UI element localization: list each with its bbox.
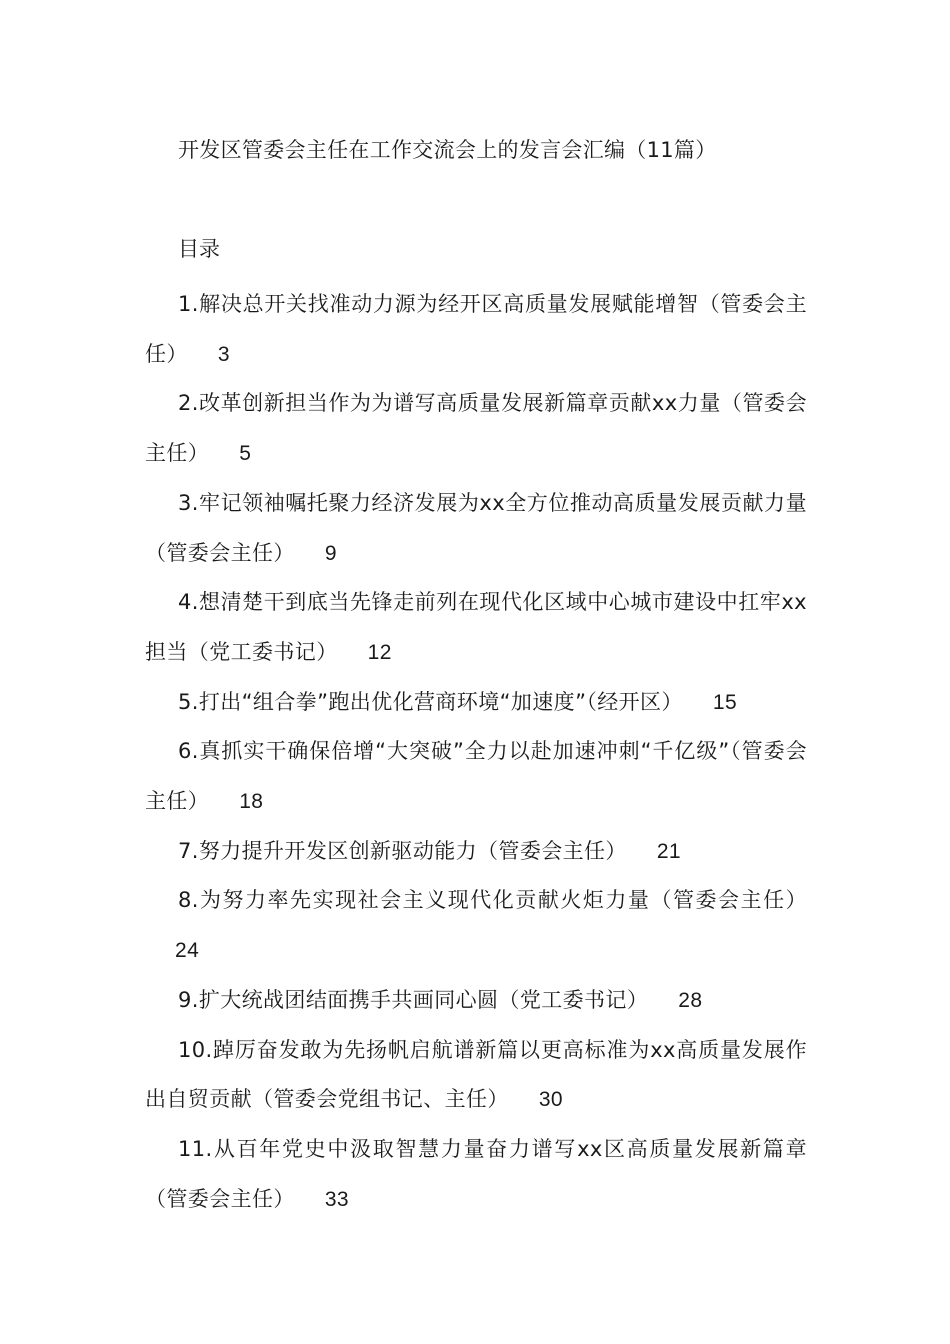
toc-entry-6: [145, 727, 807, 826]
toc-page-number: 24: [175, 939, 200, 963]
toc-entry-title: 1.解决总开关找准动力源为经开区高质量发展赋能增智（管委会主任）: [145, 292, 807, 366]
toc-entry-title: 2.改革创新担当作为为谱写高质量发展新篇章贡献xx力量（管委会主任）: [145, 391, 807, 466]
toc-entry-4: [145, 578, 807, 677]
toc-page-number: 5: [239, 442, 252, 466]
toc-entry-8: [145, 876, 807, 975]
document-title: 开发区管委会主任在工作交流会上的发言会汇编（11篇）: [178, 138, 717, 162]
toc-page-number: 9: [324, 541, 337, 565]
toc-entry-7: [145, 827, 807, 877]
toc-entry-5: [145, 678, 807, 728]
toc-page-number: 30: [538, 1088, 563, 1112]
toc-page-number: 3: [217, 342, 230, 366]
toc-entry-title: 3.牢记领袖嘱托聚力经济发展为xx全方位推动高质量发展贡献力量（管委会主任）: [145, 490, 807, 565]
toc-page-number: 18: [239, 790, 264, 814]
table-of-contents: [145, 280, 807, 1224]
toc-heading: 目录: [178, 237, 220, 261]
toc-entry-2: [145, 379, 807, 478]
toc-entry-title: 5.打出“组合拳”跑出优化营商环境“加速度”（经开区）: [178, 689, 683, 714]
toc-entry-title: 10.踔厉奋发敢为先扬帆启航谱新篇以更高标准为xx高质量发展作出自贸贡献（管委会党组书记、主任）: [145, 1037, 807, 1112]
toc-entry-11: [145, 1125, 807, 1224]
toc-entry-title: 4.想清楚干到底当先锋走前列在现代化区域中心城市建设中扛牢xx担当（党工委书记）: [145, 590, 807, 664]
toc-entry-title: 7.努力提升开发区创新驱动能力（管委会主任）: [178, 838, 627, 863]
toc-entry-10: [145, 1026, 807, 1125]
toc-entry-1: [145, 280, 807, 379]
toc-page-number: 12: [367, 640, 392, 664]
toc-page-number: 28: [678, 988, 703, 1012]
toc-page-number: 21: [656, 839, 682, 863]
toc-entry-9: [145, 976, 807, 1026]
toc-page-number: 15: [712, 690, 738, 714]
toc-entry-title: 6.真抓实干确保倍增“大突破”全力以赴加速冲刺“千亿级”（管委会主任）: [145, 739, 807, 814]
toc-entry-title: 11.从百年党史中汲取智慧力量奋力谱写xx区高质量发展新篇章（管委会主任）: [145, 1136, 807, 1211]
toc-entry-3: [145, 479, 807, 578]
toc-page-number: 33: [324, 1187, 349, 1211]
toc-entry-title: 9.扩大统战团结面携手共画同心圆（党工委书记）: [178, 987, 649, 1012]
toc-entry-title: 8.为努力率先实现社会主义现代化贡献火炬力量（管委会主任）: [178, 888, 807, 913]
